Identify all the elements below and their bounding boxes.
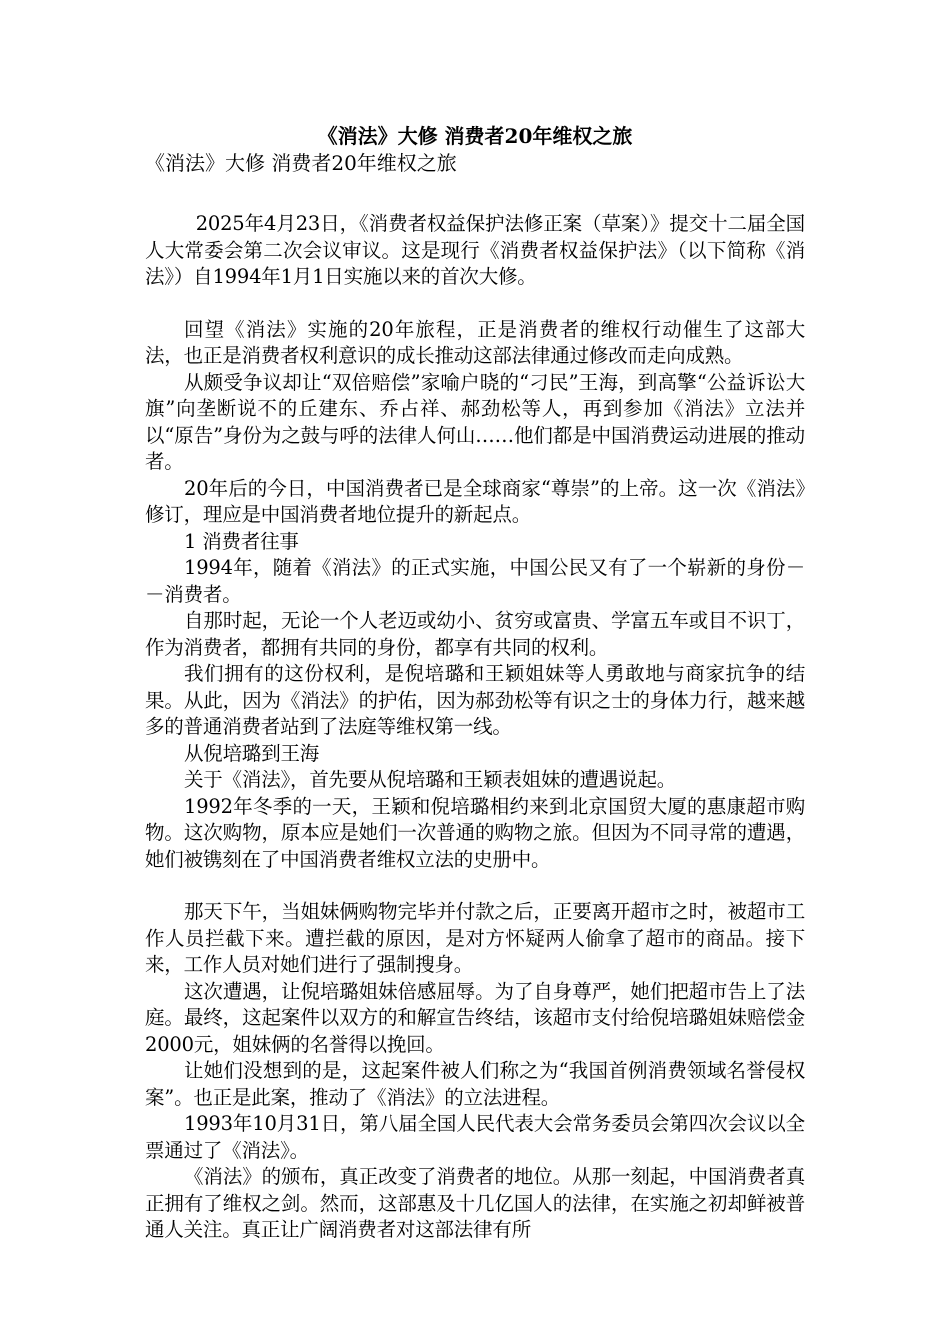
paragraph: 这次遭遇，让倪培璐姐妹倍感屈辱。为了自身尊严，她们把超市告上了法庭。最终，这起案件以双方的和解宣告终结，该超市支付给倪培璐姐妹赔偿金2000元，姐妹俩的名誉得以挽回。 (145, 979, 805, 1056)
paragraph: 2025年4月23日，《消费者权益保护法修正案（草案）》提交十二届全国人大常委会第二次会议审议。这是现行《消费者权益保护法》（以下简称《消法》）自1994年1月1日实施以来的首次大修。 (145, 212, 805, 288)
paragraph: 自那时起，无论一个人老迈或幼小、贫穷或富贵、学富五车或目不识丁，作为消费者，都拥有共同的身份，都享有共同的权利。 (145, 609, 805, 659)
paragraph: 1994年，随着《消法》的正式实施，中国公民又有了一个崭新的身份－－消费者。 (145, 556, 805, 606)
document-page (145, 122, 805, 1244)
paragraph: 《消法》的颁布，真正改变了消费者的地位。从那一刻起，中国消费者真正拥有了维权之剑。然而，这部惠及十几亿国人的法律，在实施之初却鲜被普通人关注。真正让广阔消费者对这部法律有所 (145, 1165, 805, 1241)
spacer (145, 291, 805, 317)
spacer (145, 177, 805, 211)
subsection-heading: 从倪培璐到王海 (184, 741, 320, 765)
paragraph: 那天下午，当姐妹俩购物完毕并付款之后，正要离开超市之时，被超市工作人员拦截下来。遭拦截的原因，是对方怀疑两人偷拿了超市的商品。接下来，工作人员对她们进行了强制搜身。 (145, 900, 805, 976)
paragraph: 回望《消法》实施的20年旅程，正是消费者的维权行动催生了这部大法，也正是消费者权利意识的成长推动这部法律通过修改而走向成熟。 (145, 317, 805, 367)
spacer (145, 873, 805, 899)
document-title: 《消法》大修 消费者20年维权之旅 (317, 124, 633, 148)
paragraph: 1992年冬季的一天，王颖和倪培璐相约来到北京国贸大厦的惠康超市购物。这次购物，原本应是她们一次普通的购物之旅。但因为不同寻常的遭遇，她们被镌刻在了中国消费者维权立法的史册中。 (145, 794, 805, 871)
document-subtitle: 《消法》大修 消费者20年维权之旅 (145, 151, 457, 175)
paragraph: 从颇受争议却让“双倍赔偿”家喻户晓的“刁民”王海，到高擎“公益诉讼大旗”向垄断说不的丘建东、乔占祥、郝劲松等人，再到参加《消法》立法并以“原告”身份为之鼓与呼的法律人何山……他们都是中国消费运动进展的推动者。 (145, 370, 805, 473)
paragraph: 关于《消法》，首先要从倪培璐和王颖表姐妹的遭遇说起。 (184, 768, 677, 791)
paragraph: 让她们没想到的是，这起案件被人们称之为“我国首例消费领域名誉侵权案”。也正是此案，推动了《消法》的立法进程。 (145, 1059, 805, 1109)
paragraph: 1993年10月31日，第八届全国人民代表大会常务委员会第四次会议以全票通过了《消法》。 (145, 1112, 805, 1162)
paragraph: 20年后的今日，中国消费者已是全球商家“尊崇”的上帝。这一次《消法》修订，理应是中国消费者地位提升的新起点。 (145, 476, 805, 526)
paragraph: 我们拥有的这份权利，是倪培璐和王颖姐妹等人勇敢地与商家抗争的结果。从此，因为《消法》的护佑，因为郝劲松等有识之士的身体力行，越来越多的普通消费者站到了法庭等维权第一线。 (145, 662, 805, 738)
section-heading: 1 消费者往事 (184, 529, 299, 553)
